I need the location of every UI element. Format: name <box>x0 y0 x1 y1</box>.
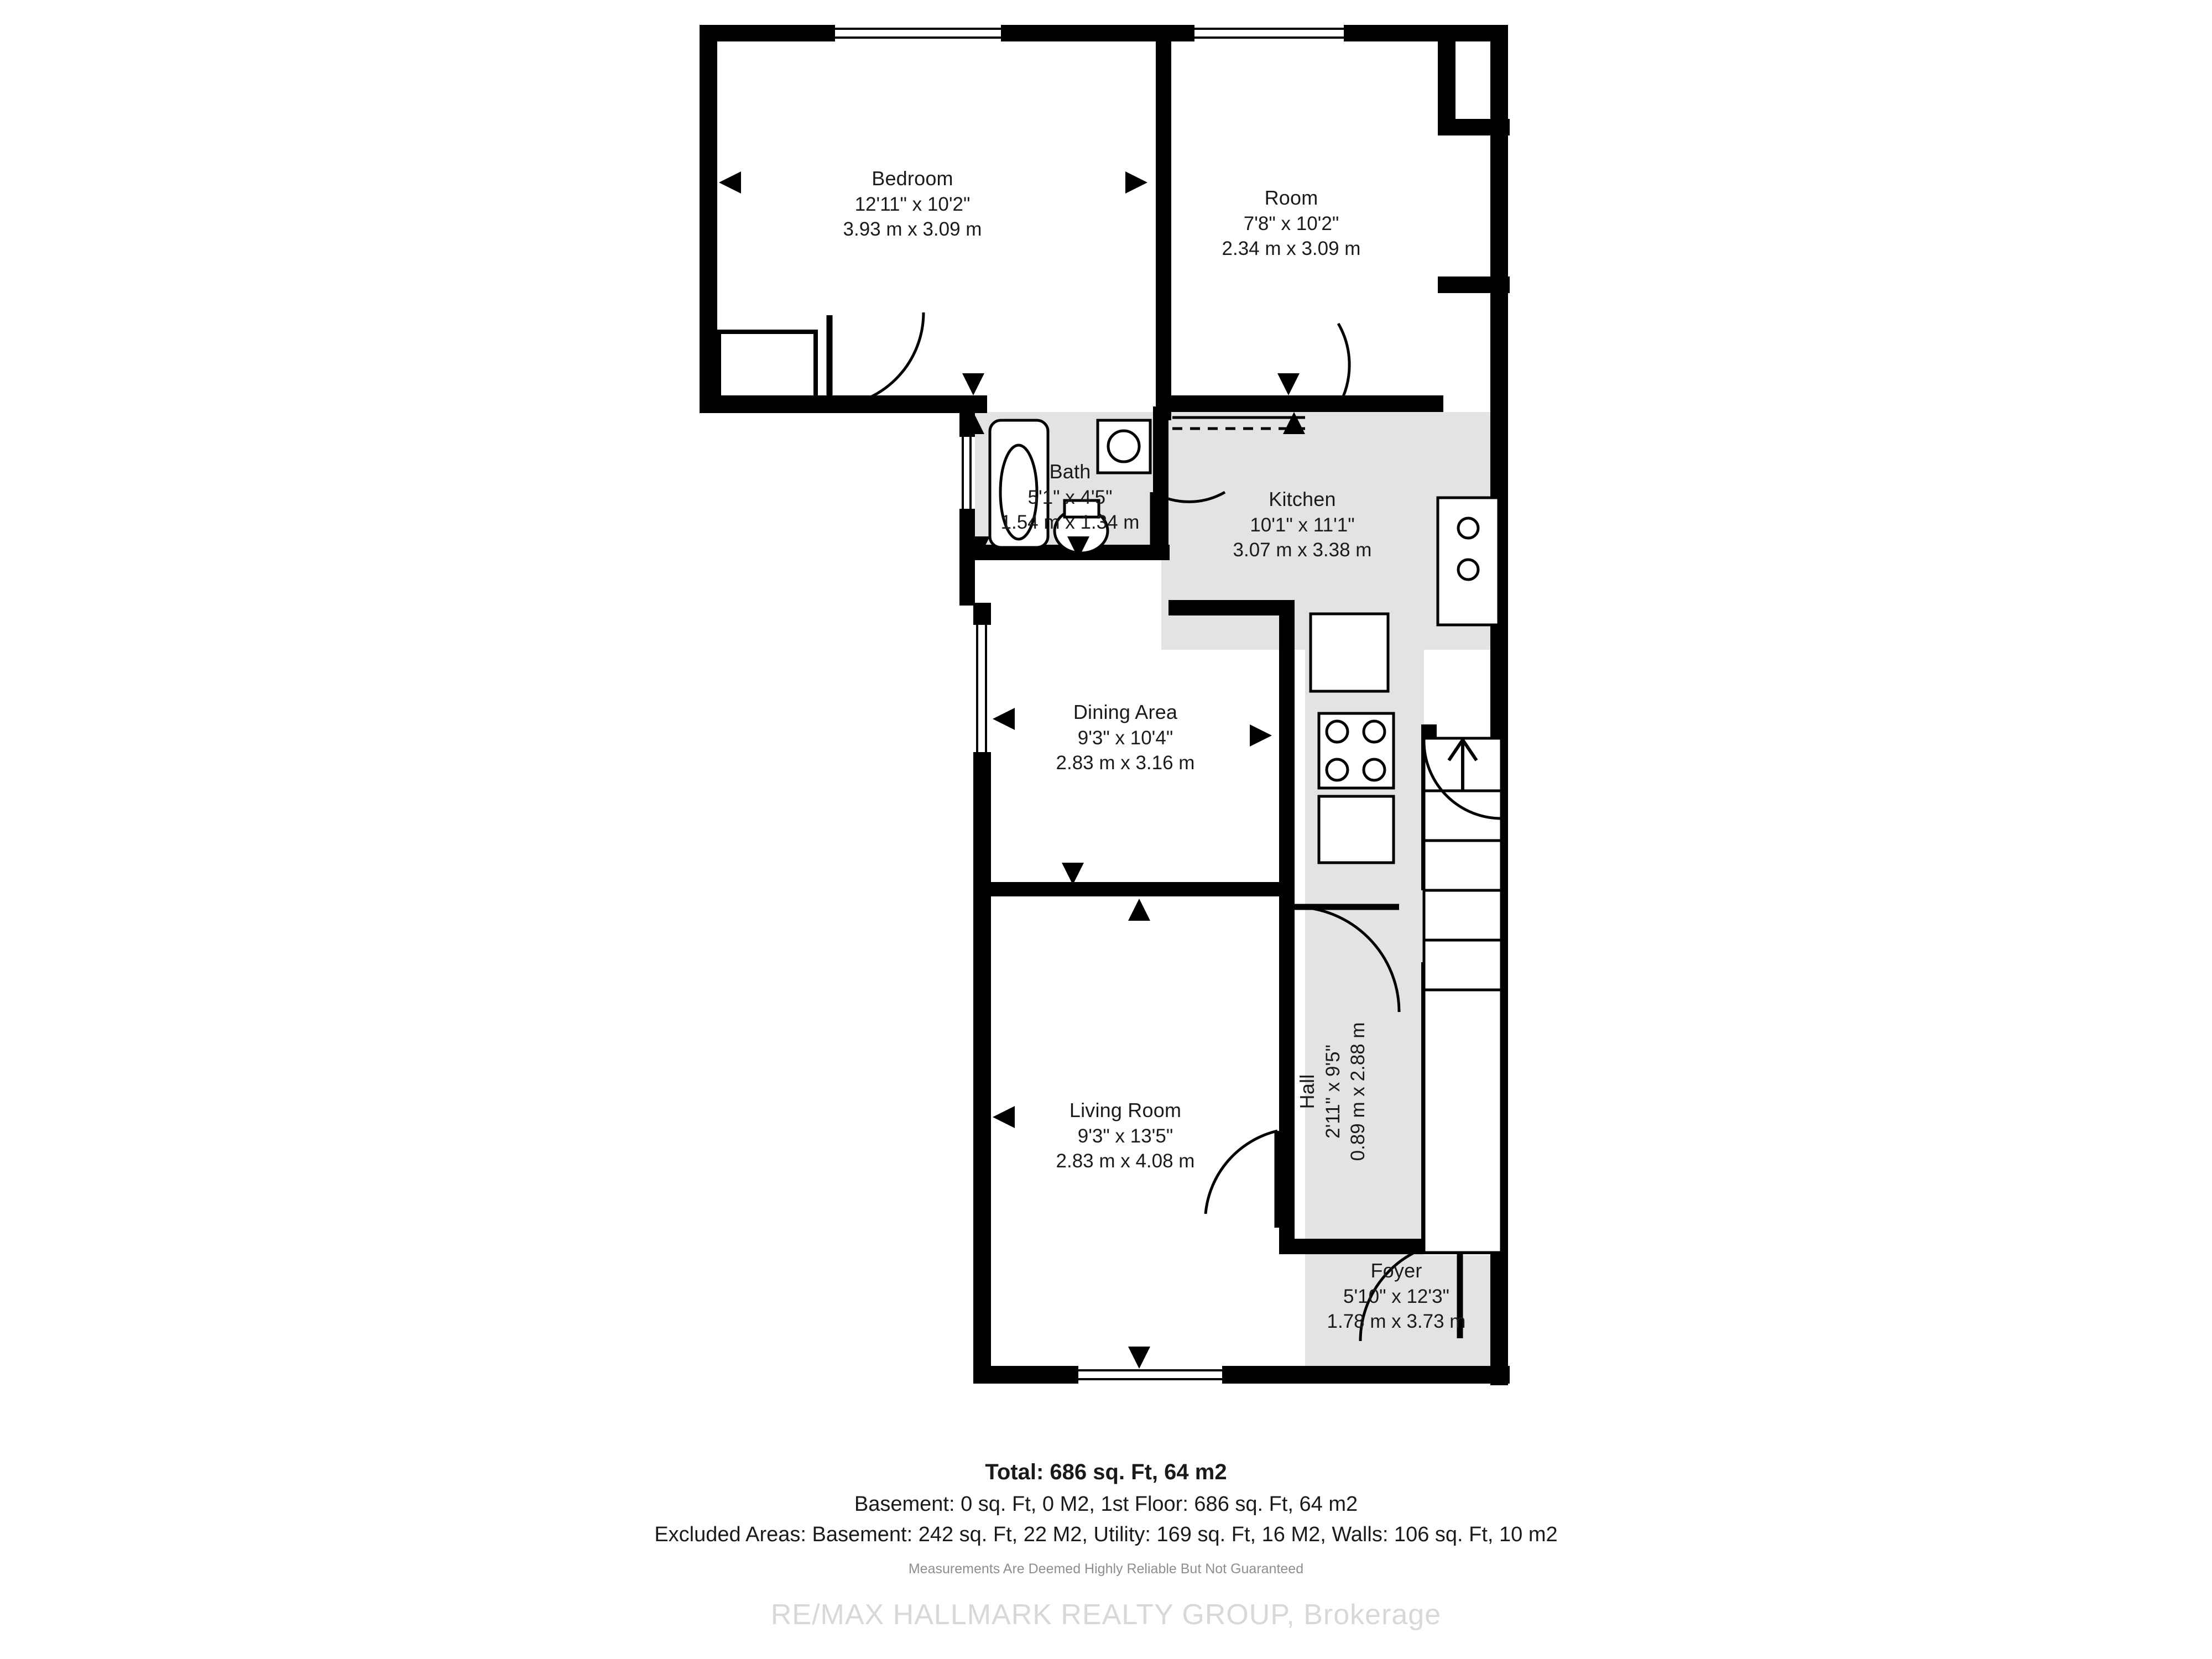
disclaimer-text: Measurements Are Deemed Highly Reliable But Not Guaranteed <box>908 1561 1304 1577</box>
room-name: Foyer <box>1370 1259 1422 1282</box>
room-dim-imperial: 5'1" x 4'5" <box>1027 486 1113 508</box>
room-dim-imperial: 7'8" x 10'2" <box>1243 212 1339 234</box>
room-dim-imperial: 5'10" x 12'3" <box>1343 1285 1449 1307</box>
room-dim-imperial: 2'11" x 9'5" <box>1322 1044 1344 1139</box>
room-name: Kitchen <box>1269 488 1336 510</box>
brokerage-watermark: RE/MAX HALLMARK REALTY GROUP, Brokerage <box>770 1599 1442 1631</box>
room-dim-metric: 2.34 m x 3.09 m <box>1222 238 1361 260</box>
room-dim-metric: 2.83 m x 3.16 m <box>1056 752 1195 774</box>
room-dim-metric: 1.78 m x 3.73 m <box>1327 1311 1466 1333</box>
area-summary <box>0 1460 2212 1577</box>
room-dim-imperial: 9'3" x 13'5" <box>1077 1125 1173 1147</box>
room-name: Room <box>1264 186 1318 209</box>
area-breakdown-text: Basement: 0 sq. Ft, 0 M2, 1st Floor: 686 sq. Ft, 64 m2 <box>854 1493 1358 1516</box>
room-dim-metric: 2.83 m x 4.08 m <box>1056 1150 1195 1172</box>
room-dim-imperial: 10'1" x 11'1" <box>1250 514 1355 536</box>
room-dim-imperial: 9'3" x 10'4" <box>1077 727 1173 749</box>
room-name: Hall <box>1296 1074 1319 1109</box>
room-dim-metric: 3.93 m x 3.09 m <box>843 218 982 241</box>
excluded-areas-text: Excluded Areas: Basement: 242 sq. Ft, 22 M2, Utility: 169 sq. Ft, 16 M2, Walls: 106 sq. Ft, 10 m2 <box>654 1523 1558 1546</box>
room-dim-imperial: 12'11" x 10'2" <box>854 193 971 215</box>
total-area-text: Total: 686 sq. Ft, 64 m2 <box>985 1460 1227 1484</box>
room-name: Bedroom <box>872 167 953 190</box>
room-dim-metric: 3.07 m x 3.38 m <box>1233 539 1372 561</box>
room-name: Bath <box>1049 460 1091 483</box>
staircase <box>1424 738 1501 1253</box>
room-name: Living Room <box>1069 1099 1182 1121</box>
room-name: Dining Area <box>1073 701 1178 723</box>
floor-fills <box>708 33 1501 1383</box>
room-dim-metric: 1.54 m x 1.34 m <box>1000 512 1140 534</box>
room-dim-metric: 0.89 m x 2.88 m <box>1347 1022 1369 1161</box>
